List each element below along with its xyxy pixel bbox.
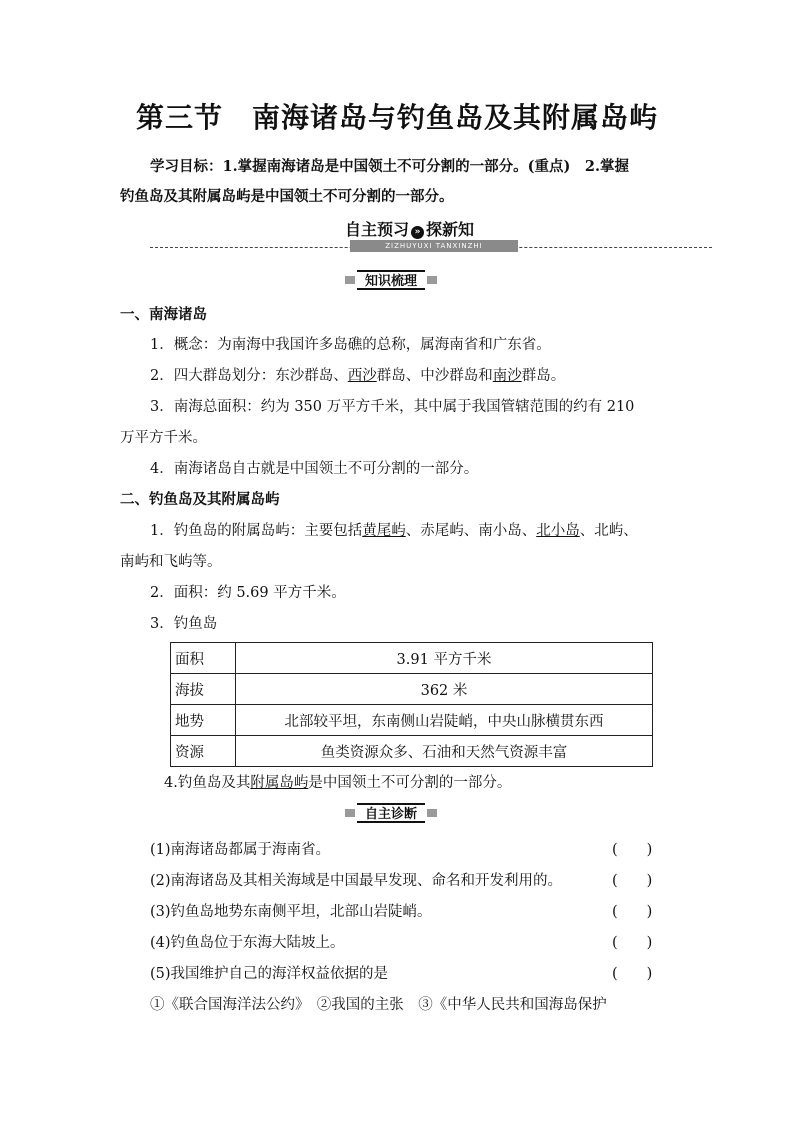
table-row [171, 736, 653, 767]
part2-item-1-b: 、赤尾屿、南小岛、 [405, 523, 537, 539]
part2-item-3: 3．钓鱼岛 [150, 616, 218, 632]
part1-item-4: 4．南海诸岛自古就是中国领土不可分割的一部分。 [150, 461, 479, 477]
answer-beixiao: 北小岛 [536, 523, 580, 539]
answer-fushu-daoyu: 附属岛屿 [250, 775, 309, 791]
tag-knowledge: 知识梳理 [357, 270, 425, 290]
part1-item-1: 1．概念：为南海中我国许多岛礁的总称，属海南省和广东省。 [150, 337, 551, 353]
banner-subtitle: ZIZHUYUXI TANXINZHI [350, 240, 518, 252]
part2-heading: 二、钓鱼岛及其附属岛屿 [120, 491, 280, 508]
table-value: 362 米 [236, 674, 653, 705]
part1-item-2-a: 2．四大群岛划分：东沙群岛、 [150, 368, 348, 384]
answer-huangwei: 黄尾屿 [362, 523, 406, 539]
banner-title [345, 220, 474, 240]
part2-item-1 [150, 519, 638, 540]
table-row [171, 643, 653, 674]
table-value: 3.91 平方千米 [236, 643, 653, 674]
question-1: (1)南海诸岛都属于海南省。 [150, 842, 331, 858]
table-key: 地势 [171, 705, 236, 736]
answer-xisha: 西沙 [347, 368, 377, 384]
answer-blank-2[interactable]: ( ) [612, 873, 653, 889]
answer-blank-4[interactable]: ( ) [612, 935, 653, 951]
banner-right-label: 探新知 [426, 220, 475, 239]
part2-item-1-a: 1．钓鱼岛的附属岛屿：主要包括 [150, 523, 363, 539]
part1-item-2-b: 群岛、中沙群岛和 [376, 368, 493, 384]
part2-item-1-c: 、北屿、 [579, 523, 638, 539]
part2-item-4-a: 4.钓鱼岛及其 [164, 775, 251, 791]
question-5-options: ①《联合国海洋法公约》 ②我国的主张 ③《中华人民共和国海岛保护 [150, 997, 607, 1013]
question-3: (3)钓鱼岛地势东南侧平坦，北部山岩陡峭。 [150, 904, 432, 920]
table-key: 面积 [171, 643, 236, 674]
table-row [171, 674, 653, 705]
part2-item-4-b: 是中国领土不可分割的一部分。 [308, 775, 512, 791]
learning-goals-line-1: 学习目标：1.掌握南海诸岛是中国领土不可分割的一部分。(重点) 2.掌握 [150, 158, 629, 175]
question-5: (5)我国维护自己的海洋权益依据的是 [150, 966, 389, 982]
question-2: (2)南海诸岛及其相关海域是中国最早发现、命名和开发利用的。 [150, 873, 563, 889]
answer-nansha: 南沙 [492, 368, 522, 384]
table-row [171, 705, 653, 736]
page-title: 第三节 南海诸岛与钓鱼岛及其附属岛屿 [135, 101, 658, 134]
table-key: 海拔 [171, 674, 236, 705]
answer-blank-1[interactable]: ( ) [612, 842, 653, 858]
diaoyu-island-table [170, 642, 653, 767]
banner-left-label: 自主预习 [345, 220, 410, 239]
part2-item-4 [164, 771, 511, 792]
question-4: (4)钓鱼岛位于东海大陆坡上。 [150, 935, 345, 951]
part1-heading: 一、南海诸岛 [120, 306, 207, 323]
part1-item-3-line-1: 3．南海总面积：约为 350 万平方千米，其中属于我国管辖范围的约有 210 [150, 399, 635, 415]
part1-item-2 [150, 364, 565, 385]
tag-diagnosis: 自主诊断 [357, 803, 425, 823]
part2-item-1-line-2: 南屿和飞屿等。 [120, 554, 222, 570]
section-banner [150, 220, 712, 256]
answer-blank-3[interactable]: ( ) [612, 904, 653, 920]
part2-item-2: 2．面积：约 5.69 平方千米。 [150, 585, 346, 601]
answer-blank-5[interactable]: ( ) [612, 966, 653, 982]
part1-item-2-c: 群岛。 [521, 368, 566, 384]
arrow-icon: » [411, 226, 424, 239]
learning-goals-line-2: 钓鱼岛及其附属岛屿是中国领土不可分割的一部分。 [120, 188, 454, 205]
table-value: 北部较平坦，东南侧山岩陡峭，中央山脉横贯东西 [236, 705, 653, 736]
table-key: 资源 [171, 736, 236, 767]
table-value: 鱼类资源众多、石油和天然气资源丰富 [236, 736, 653, 767]
part1-item-3-line-2: 万平方千米。 [120, 430, 207, 446]
